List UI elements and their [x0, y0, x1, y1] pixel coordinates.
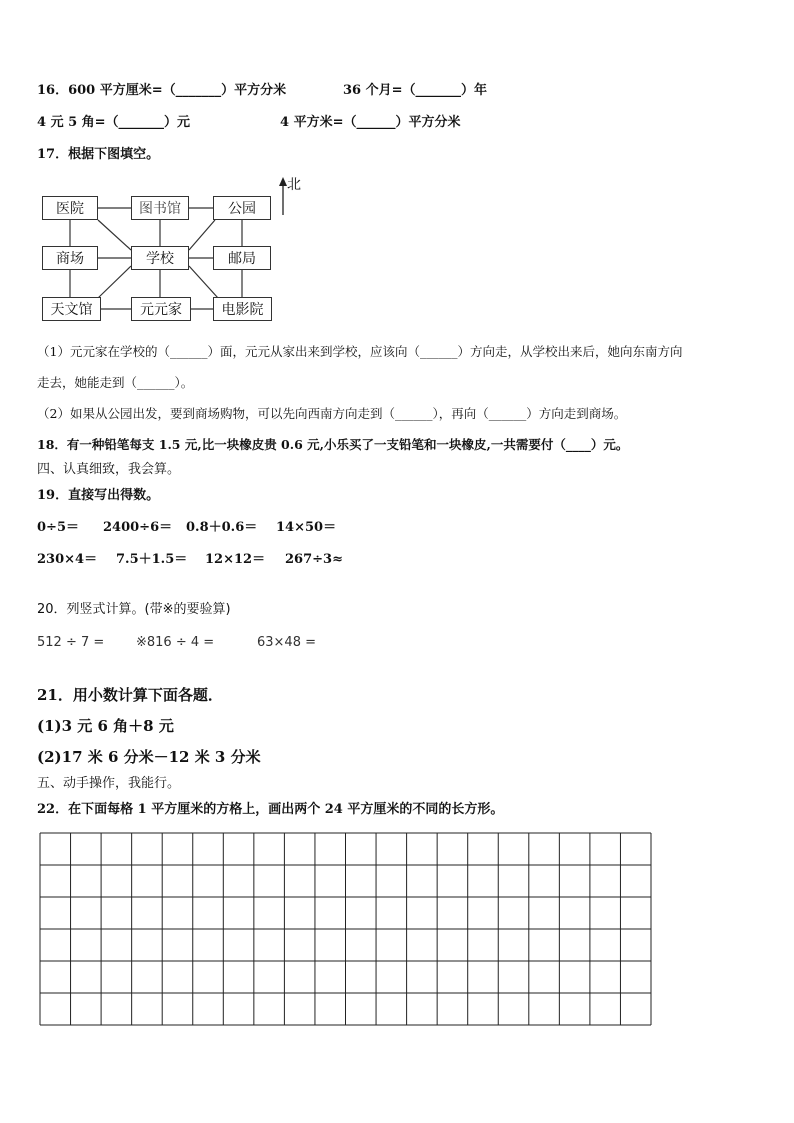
- map-box-hospital: 医院: [42, 196, 98, 220]
- q19-r2-c2: 7.5＋1.5＝: [116, 552, 188, 567]
- q16-part-a: 16．600 平方厘米=（_______）平方分米: [37, 83, 287, 98]
- north-label: 北: [287, 177, 301, 193]
- q20-item-1: 512 ÷ 7 =: [37, 635, 105, 650]
- q19-r2-c4: 267÷3≈: [285, 552, 343, 567]
- map-box-mall: 商场: [42, 246, 98, 270]
- q19-r1-c4: 14×50＝: [276, 520, 337, 535]
- q16-part-c: 4 元 5 角=（_______）元: [37, 115, 191, 130]
- q19-r1-c3: 0.8＋0.6＝: [186, 520, 258, 535]
- q22-title: 22．在下面每格 1 平方厘米的方格上，画出两个 24 平方厘米的不同的长方形。: [37, 802, 504, 817]
- map-box-library: 图书馆: [131, 196, 189, 220]
- q20-item-2: ※816 ÷ 4 =: [136, 635, 215, 650]
- q19-r1-c2: 2400÷6＝: [103, 520, 173, 535]
- q19-r1-c1: 0÷5＝: [37, 520, 79, 535]
- square-grid[interactable]: [39, 832, 653, 1026]
- map-connectors: [0, 0, 794, 340]
- q17-sub2: （2）如果从公园出发，要到商场购物，可以先向西南方向走到（______），再向（______）方向走到商场。: [37, 406, 627, 421]
- map-box-home: 元元家: [131, 297, 191, 321]
- section-5-heading: 五、动手操作，我能行。: [37, 776, 181, 791]
- q20-item-3: 63×48 =: [257, 635, 317, 650]
- q17-sub1-line2: 走去，她能走到（______）。: [37, 375, 194, 390]
- q21-problem-1: (1)3 元 6 角＋8 元: [37, 717, 174, 735]
- q21-title: 21．用小数计算下面各题．: [37, 686, 223, 704]
- map-box-park: 公园: [213, 196, 271, 220]
- q17-sub1-line1: （1）元元家在学校的（______）面，元元从家出来到学校，应该向（______）方向走，从学校出来后，她向东南方向: [37, 344, 683, 359]
- q16-part-d: 4 平方米=（______）平方分米: [280, 115, 461, 130]
- map-box-school: 学校: [131, 246, 189, 270]
- q19-title: 19．直接写出得数。: [37, 488, 160, 503]
- q21-problem-2: (2)17 米 6 分米－12 米 3 分米: [37, 748, 261, 766]
- q17-title: 17．根据下图填空。: [37, 147, 160, 162]
- q20-title: 20．列竖式计算。(带※的要验算): [37, 602, 231, 617]
- map-box-post-office: 邮局: [213, 246, 271, 270]
- map-box-planetarium: 天文馆: [42, 297, 101, 321]
- section-4-heading: 四、认真细致，我会算。: [37, 462, 181, 477]
- q19-r2-c1: 230×4＝: [37, 552, 98, 567]
- q18-text: 18．有一种铅笔每支 1.5 元,比一块橡皮贵 0.6 元,小乐买了一支铅笔和一块橡皮,一共需要付（____）元。: [37, 437, 629, 452]
- q16-part-b: 36 个月=（_______）年: [343, 83, 488, 98]
- q19-r2-c3: 12×12＝: [205, 552, 266, 567]
- map-box-cinema: 电影院: [213, 297, 272, 321]
